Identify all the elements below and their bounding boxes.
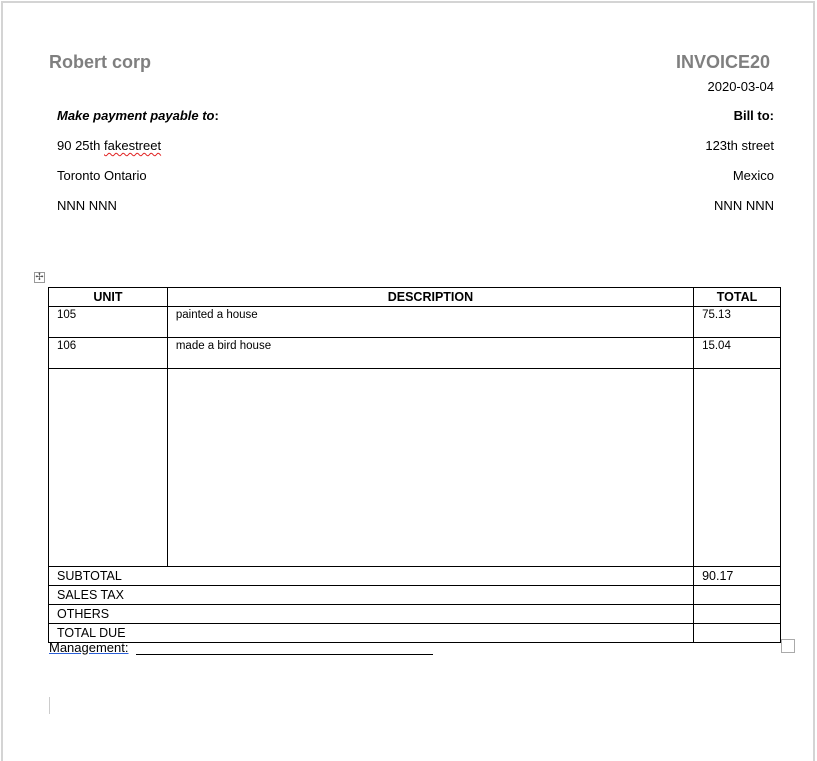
summary-label: SALES TAX xyxy=(49,586,694,605)
total-cell[interactable]: 75.13 xyxy=(694,307,781,338)
column-header-description: DESCRIPTION xyxy=(167,288,693,307)
description-cell-empty[interactable] xyxy=(167,369,693,567)
total-cell[interactable]: 15.04 xyxy=(694,338,781,369)
management-signature[interactable] xyxy=(49,640,129,655)
unit-cell[interactable]: 105 xyxy=(49,307,168,338)
table-header-row xyxy=(49,288,781,307)
summary-label: SUBTOTAL xyxy=(49,567,694,586)
description-cell[interactable]: painted a house xyxy=(167,307,693,338)
invoice-date: 2020-03-04 xyxy=(707,79,774,94)
payable-street xyxy=(57,138,161,153)
bill-to-postal: NNN NNN xyxy=(714,198,774,213)
summary-row-total-due xyxy=(49,624,781,643)
table-row xyxy=(49,338,781,369)
payable-postal: NNN NNN xyxy=(57,198,117,213)
move-icon[interactable]: ✢ xyxy=(35,272,44,283)
resize-icon[interactable] xyxy=(781,639,795,653)
payable-street-number: 90 25th xyxy=(57,138,101,153)
payable-to-heading xyxy=(57,108,219,123)
table-row xyxy=(49,307,781,338)
summary-label: OTHERS xyxy=(49,605,694,624)
column-header-unit: UNIT xyxy=(49,288,168,307)
description-cell[interactable]: made a bird house xyxy=(167,338,693,369)
payable-to-label: Make payment payable to xyxy=(57,108,215,123)
bill-to-street: 123th street xyxy=(705,138,774,153)
summary-label: TOTAL DUE xyxy=(49,624,694,643)
table-row-empty xyxy=(49,369,781,567)
payable-street-name[interactable]: fakestreet xyxy=(104,138,162,153)
summary-row-subtotal xyxy=(49,567,781,586)
summary-row-others xyxy=(49,605,781,624)
column-header-total: TOTAL xyxy=(694,288,781,307)
unit-cell[interactable]: 106 xyxy=(49,338,168,369)
invoice-number: INVOICE20 xyxy=(675,52,770,72)
invoice-table xyxy=(48,287,781,643)
summary-row-sales-tax xyxy=(49,586,781,605)
summary-value[interactable] xyxy=(694,605,781,624)
bill-to-city: Mexico xyxy=(732,168,774,183)
text-cursor xyxy=(49,697,50,714)
summary-value[interactable] xyxy=(694,624,781,643)
payable-city: Toronto Ontario xyxy=(57,168,147,183)
company-name: Robert corp xyxy=(49,52,152,72)
summary-value[interactable] xyxy=(694,586,781,605)
summary-value[interactable]: 90.17 xyxy=(694,567,781,586)
payable-to-colon: : xyxy=(214,108,219,123)
signature-line xyxy=(136,654,433,655)
management-label: Management: xyxy=(49,640,129,655)
unit-cell-empty[interactable] xyxy=(49,369,168,567)
total-cell-empty[interactable] xyxy=(694,369,781,567)
bill-to-label: Bill to: xyxy=(733,108,774,123)
